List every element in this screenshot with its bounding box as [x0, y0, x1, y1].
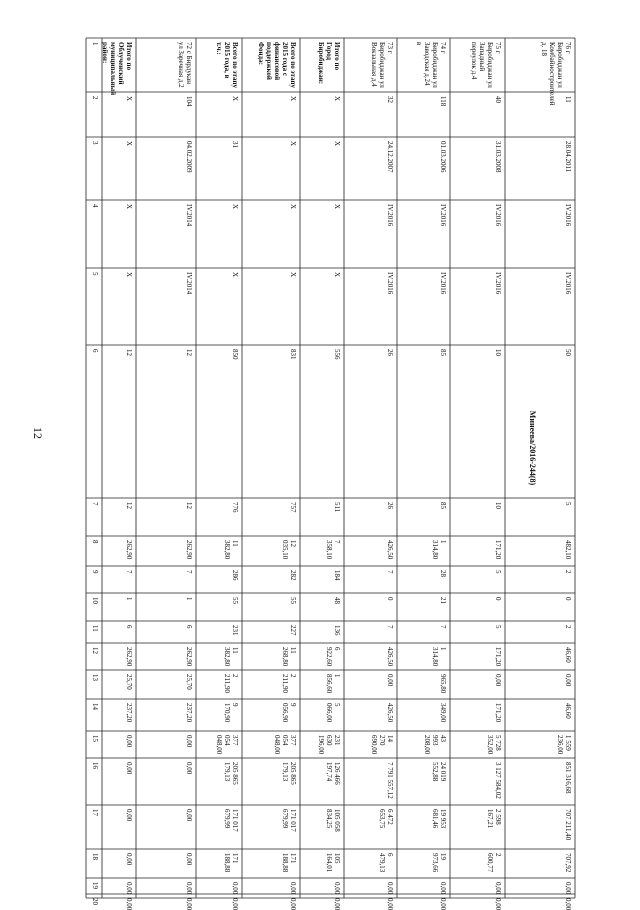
table-cell-r7-c20-text: 0,00 [439, 898, 447, 910]
table-cell-r7-c8-text: 1 314,80 [431, 540, 447, 560]
table-cell-r8-c10-text: 0 [494, 597, 502, 601]
table-cell-r9-c3-text: 28.04.2011 [564, 141, 572, 173]
table-cell-r6-c18-text: 6 479,13 [378, 853, 394, 873]
table-cell-r4-c4-text: Х [289, 204, 297, 210]
header-cell-13-text: 13 [91, 674, 99, 681]
table-cell-r7-c1-text: 74 г Биробиджан ул Заводская д.24 в [415, 42, 447, 88]
table-cell-r4-c15-text: 377 054 048,00 [273, 735, 297, 755]
table-cell-r8-c11-text: 5 [494, 625, 502, 629]
table-cell-r5-c12-text: 6 922,60 [325, 647, 341, 667]
table-cell-r8-c5-text: IV.2016 [494, 272, 502, 295]
table-cell-r6-c8-text: 426,50 [386, 540, 394, 560]
table-cell-r2-c3-text: 04.02.2009 [185, 141, 193, 173]
table-cell-r2-c16-text: 0,00 [185, 762, 193, 775]
table-cell-r5-c14-text: 5 066,00 [325, 703, 341, 723]
table-cell-r2-c18-text: 0,00 [185, 853, 193, 866]
table-cell-r9-c17-text: 707 211,40 [564, 809, 572, 841]
table-cell-r6-c9-text: 7 [386, 570, 394, 574]
table-cell-r5-c8-text: 7 358,10 [325, 540, 341, 560]
table-cell-r6-c13-text: 0,00 [386, 674, 394, 687]
table-cell-r9-c15-text: 1 559 236,00 [556, 735, 572, 755]
table-cell-r8-c8-text: 171,20 [494, 540, 502, 560]
table-cell-r1-c20-text: 0,00 [125, 898, 133, 910]
table-cell-r9-c9-text: 2 [564, 570, 572, 574]
table-cell-r4-c3-text: Х [289, 141, 297, 147]
table-cell-r7-c19-text: 0,00 [439, 882, 447, 895]
table-cell-r8-c16-text: 3 127 584,02 [494, 762, 502, 799]
table-cell-r2-c15-text: 0,00 [185, 735, 193, 748]
table-cell-r7-c13-text: 965,80 [439, 674, 447, 694]
table-cell-r1-c3-text: Х [125, 141, 133, 147]
header-cell-6-text: 6 [91, 349, 99, 353]
table-cell-r3-c15-text: 377 054 048,00 [215, 735, 239, 755]
table-cell-r3-c7-text: 776 [231, 502, 239, 513]
table-cell-r3-c14-text: 9 170,90 [223, 703, 239, 723]
table-cell-r3-c19-text: 0,00 [231, 882, 239, 895]
table-cell-r3-c6-text: 850 [231, 349, 239, 360]
table-cell-r8-c20-text: 0,00 [494, 898, 502, 910]
table-cell-r1-c14-text: 237,20 [125, 703, 133, 723]
table-cell-r6-c10-text: 0 [386, 597, 394, 601]
table-cell-r4-c19-text: 0,00 [289, 882, 297, 895]
table-cell-r9-c10-text: 0 [564, 597, 572, 601]
table-cell-r2-c5-text: IV.2014 [185, 272, 193, 295]
table-cell-r7-c3-text: 01.03.2006 [439, 141, 447, 173]
table-cell-r5-c19-text: 0,00 [333, 882, 341, 895]
table-cell-r4-c20-text: 0,00 [289, 898, 297, 910]
table-cell-r6-c7-text: 26 [386, 502, 394, 509]
table-cell-r8-c18-text: 2 600,77 [486, 853, 502, 873]
table-cell-r8-c2-text: 40 [494, 96, 502, 103]
table-cell-r7-c17-text: 19 953 681,46 [431, 809, 447, 829]
table-cell-r6-c2-text: 32 [386, 96, 394, 103]
table-cell-r1-c11-text: 6 [125, 625, 133, 629]
header-cell-4-text: 4 [91, 204, 99, 208]
table-cell-r3-c10-text: 55 [231, 597, 239, 604]
header-cell-2-text: 2 [91, 96, 99, 100]
table-cell-r9-c12-text: 46,60 [564, 647, 572, 663]
header-cell-20-text: 20 [91, 898, 99, 905]
table-cell-r5-c7-text: 511 [333, 502, 341, 513]
table-cell-r2-c17-text: 0,00 [185, 809, 193, 822]
table-cell-r1-c8-text: 262,90 [125, 540, 133, 560]
table-cell-r7-c14-text: 349,00 [439, 703, 447, 723]
table-cell-r8-c9-text: 5 [494, 570, 502, 574]
header-cell-10-text: 10 [91, 597, 99, 604]
table-cell-r7-c15-text: 43 993 208,00 [423, 735, 447, 755]
table-cell-r1-c2-text: Х [125, 96, 133, 102]
table-cell-r5-c1-text: Итого по Город Биробиджан: [317, 42, 341, 85]
table-cell-r1-c1-text: Итого по Облученский муниципальный район: [101, 42, 133, 96]
table-cell-r5-c16-text: 126 466 197,74 [325, 762, 341, 785]
table-cell-r4-c13-text: 2 211,90 [281, 674, 297, 693]
table-cell-r6-c16-text: 7 791 557,12 [386, 762, 394, 799]
table-cell-r1-c16-text: 0,00 [125, 762, 133, 775]
table-cell-r6-c4-text: IV.2016 [386, 204, 394, 227]
table-cell-r4-c11-text: 227 [289, 625, 297, 636]
table-cell-r7-c6-text: 85 [439, 349, 447, 356]
table-cell-r8-c15-text: 5 728 352,00 [486, 735, 502, 755]
table-cell-r3-c9-text: 286 [231, 570, 239, 581]
table-cell-r4-c16-text: 205 865 179,13 [281, 762, 297, 785]
header-cell-15-text: 15 [91, 735, 99, 742]
header-cell-12-text: 12 [91, 647, 99, 654]
table-cell-r5-c5-text: Х [333, 272, 341, 278]
table-cell-r2-c19-text: 0,00 [185, 882, 193, 895]
table-cell-r9-c19-text: 0,00 [564, 882, 572, 895]
table-cell-r7-c18-text: 19 973,66 [431, 853, 447, 873]
table-cell-r1-c13-text: 25,70 [125, 674, 133, 690]
table-cell-r9-c7-text: 5 [564, 502, 572, 506]
table-cell-r1-c4-text: Х [125, 204, 133, 210]
table-cell-r5-c11-text: 136 [333, 625, 341, 636]
table-cell-r9-c4-text: IV.2016 [564, 204, 572, 227]
table-cell-r5-c15-text: 231 630 196,00 [317, 735, 341, 755]
table-cell-r5-c2-text: Х [333, 96, 341, 102]
table-cell-r8-c19-text: 0,00 [494, 882, 502, 895]
table-cell-r8-c1-text: 75 г Биробиджан ул Западный переулок д.4 [470, 42, 502, 88]
table-cell-r9-c2-text: 11 [564, 96, 572, 103]
table-cell-r6-c11-text: 7 [386, 625, 394, 629]
table-cell-r3-c8-text: 11 382,80 [223, 540, 239, 560]
table-cell-r4-c6-text: 831 [289, 349, 297, 360]
table-cell-r3-c18-text: 171 188,88 [223, 853, 239, 873]
header-cell-1-text: 1 [91, 42, 99, 46]
table-cell-r1-c12-text: 262,90 [125, 647, 133, 667]
table-cell-r4-c5-text: Х [289, 272, 297, 278]
header-cell-8-text: 8 [91, 540, 99, 544]
table-cell-r6-c3-text: 24.12.2007 [386, 141, 394, 173]
table-cell-r5-c20-text: 0,00 [333, 898, 341, 910]
table-cell-r9-c18-text: 707,92 [564, 853, 572, 873]
header-cell-18-text: 18 [91, 853, 99, 860]
table-cell-r3-c13-text: 2 211,90 [223, 674, 239, 693]
table-cell-r7-c2-text: 118 [439, 96, 447, 107]
table-cell-r3-c20-text: 0,00 [231, 898, 239, 910]
table-cell-r1-c15-text: 0,00 [125, 735, 133, 748]
table-cell-r4-c7-text: 757 [289, 502, 297, 513]
table-cell-r6-c5-text: IV.2016 [386, 272, 394, 295]
table-cell-r8-c3-text: 31.03.2008 [494, 141, 502, 173]
table-cell-r9-c16-text: 851 316,68 [564, 762, 572, 794]
document-reference: Минеева/2016-244(8) [528, 410, 537, 486]
table-cell-r7-c5-text: IV.2016 [439, 272, 447, 295]
table-cell-r5-c13-text: 1 856,60 [325, 674, 341, 694]
table-cell-r8-c13-text: 0,00 [494, 674, 502, 687]
table-cell-r2-c4-text: IV.2014 [185, 204, 193, 227]
table-cell-r8-c4-text: IV.2016 [494, 204, 502, 227]
table-cell-r9-c13-text: 0,00 [564, 674, 572, 687]
table-cell-r5-c17-text: 105 058 834,25 [325, 809, 341, 832]
table-cell-r8-c12-text: 171,20 [494, 647, 502, 667]
header-cell-9-text: 9 [91, 570, 99, 574]
header-cell-14-text: 14 [91, 703, 99, 710]
table-cell-r7-c16-text: 24 019 552,88 [431, 762, 447, 782]
table-cell-r2-c20-text: 0,00 [185, 898, 193, 910]
table-cell-r1-c19-text: 0,00 [125, 882, 133, 895]
table-cell-r4-c9-text: 282 [289, 570, 297, 581]
table-cell-r2-c9-text: 7 [185, 570, 193, 574]
table-cell-r6-c6-text: 26 [386, 349, 394, 356]
table-cell-r4-c8-text: 12 035,10 [281, 540, 297, 560]
header-cell-17-text: 17 [91, 809, 99, 816]
table-cell-r9-c20-text: 0,00 [564, 898, 572, 910]
table-cell-r6-c17-text: 6 472 653,75 [378, 809, 394, 829]
table-cell-r3-c4-text: Х [231, 204, 239, 210]
table-cell-r2-c12-text: 262,90 [185, 647, 193, 667]
header-cell-16-text: 16 [91, 762, 99, 769]
table-cell-r2-c13-text: 25,70 [185, 674, 193, 690]
table-cell-r3-c17-text: 171 017 679,99 [223, 809, 239, 832]
table-cell-r5-c4-text: Х [333, 204, 341, 210]
table-cell-r4-c1-text: Всего по этапу 2015 года с финансовой поддержкой Фонда: [257, 42, 297, 88]
table-cell-r9-c5-text: IV.2016 [564, 272, 572, 295]
table-cell-r5-c9-text: 184 [333, 570, 341, 581]
table-cell-r4-c18-text: 171 188,88 [281, 853, 297, 873]
table-cell-r7-c4-text: IV.2016 [439, 204, 447, 227]
table-cell-r6-c15-text: 14 270 690,00 [370, 735, 394, 755]
table-cell-r9-c8-text: 482,10 [564, 540, 572, 560]
table-cell-r3-c16-text: 205 865 179,13 [223, 762, 239, 785]
table-cell-r3-c2-text: Х [231, 96, 239, 102]
table-cell-r1-c5-text: Х [125, 272, 133, 278]
page-number: 12 [31, 427, 45, 439]
table-cell-r2-c11-text: 6 [185, 625, 193, 629]
table-cell-r3-c1-text: Всего по этапу 2015 года, в т.ч.: [215, 42, 239, 88]
table-cell-r3-c5-text: Х [231, 272, 239, 278]
table-cell-r1-c6-text: 12 [125, 349, 133, 356]
table-cell-r1-c17-text: 0,00 [125, 809, 133, 822]
header-cell-7-text: 7 [91, 502, 99, 506]
table-cell-r5-c18-text: 105 164,01 [325, 853, 341, 873]
table-cell-r9-c6-text: 50 [564, 349, 572, 356]
table-cell-r6-c14-text: 426,50 [386, 703, 394, 723]
table-cell-r9-c1-text: 76 г Биробиджан ул Комбайностроителей д. 18 [540, 42, 572, 106]
table-cell-r5-c6-text: 556 [333, 349, 341, 360]
table-cell-r4-c17-text: 171 017 679,99 [281, 809, 297, 832]
table-cell-r9-c11-text: 2 [564, 625, 572, 629]
table-cell-r7-c9-text: 28 [439, 570, 447, 577]
table-cell-r7-c12-text: 1 314,80 [431, 647, 447, 667]
table-cell-r2-c14-text: 237,20 [185, 703, 193, 723]
header-cell-11-text: 11 [91, 625, 99, 632]
table-cell-r4-c10-text: 55 [289, 597, 297, 604]
table-cell-r4-c12-text: 11 268,80 [281, 647, 297, 667]
table-cell-r6-c19-text: 0,00 [386, 882, 394, 895]
table-cell-r4-c14-text: 9 056,90 [281, 703, 297, 723]
table-cell-r7-c10-text: 21 [439, 597, 447, 604]
table-cell-r2-c6-text: 12 [185, 349, 193, 356]
table-cell-r8-c14-text: 171,20 [494, 703, 502, 723]
table-cell-r1-c7-text: 12 [125, 502, 133, 509]
table-cell-r2-c10-text: 1 [185, 597, 193, 601]
table-cell-r6-c12-text: 426,50 [386, 647, 394, 667]
table-cell-r2-c7-text: 12 [185, 502, 193, 509]
table-cell-r3-c11-text: 231 [231, 625, 239, 636]
header-cell-5-text: 5 [91, 272, 99, 276]
table-cell-r7-c7-text: 85 [439, 502, 447, 509]
table-cell-r8-c7-text: 10 [494, 502, 502, 509]
table-cell-r3-c3-text: 31 [231, 141, 239, 148]
table-cell-r2-c1-text: 72 с Бирдукан ул Заречная д.2 [177, 42, 193, 88]
table-cell-r8-c17-text: 2 598 167,21 [486, 809, 502, 829]
header-cell-19-text: 19 [91, 882, 99, 889]
table-cell-r1-c18-text: 0,00 [125, 853, 133, 866]
header-cell-3-text: 3 [91, 141, 99, 145]
table-cell-r6-c20-text: 0,00 [386, 898, 394, 910]
table-cell-r8-c6-text: 10 [494, 349, 502, 356]
table-cell-r9-c14-text: 46,60 [564, 703, 572, 719]
table-cell-r6-c1-text: 73 г Биробиджан ул Вокзальная д.4 [370, 42, 394, 88]
table-cell-r2-c8-text: 262,90 [185, 540, 193, 560]
table-cell-r5-c10-text: 48 [333, 597, 341, 604]
table-cell-r7-c11-text: 7 [439, 625, 447, 629]
table-cell-r2-c2-text: 104 [185, 96, 193, 107]
table-cell-r3-c12-text: 11 382,80 [223, 647, 239, 667]
table-cell-r4-c2-text: Х [289, 96, 297, 102]
table-cell-r1-c9-text: 7 [125, 570, 133, 574]
table-cell-r5-c3-text: Х [333, 141, 341, 147]
table-cell-r1-c10-text: 1 [125, 597, 133, 601]
